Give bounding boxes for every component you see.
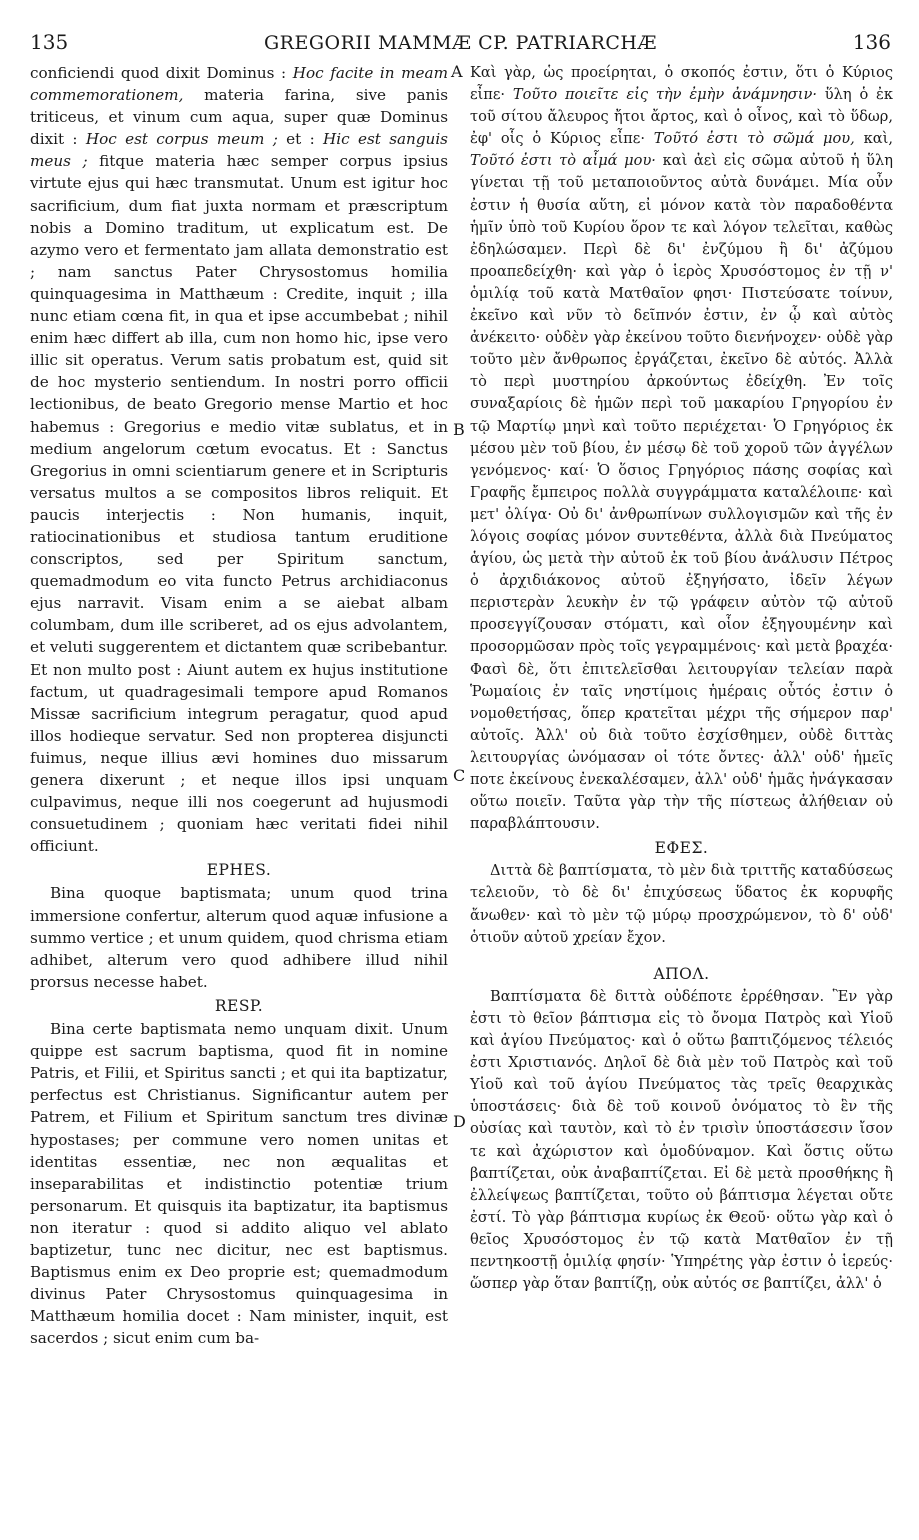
greek-paragraph-3: Βαπτίσματα δὲ διττὰ οὐδέποτε ἐρρέθησαν. Ἓν γὰρ ἐστι τὸ θεῖον βάπτισμα εἰς τὸ ὄνομα Πατρὸς καὶ Υἱοῦ καὶ ἁγίου Πνεύματος· καὶ ὁ οὕτω βαπτιζόμενος τέλειός ἐστι Χριστιανός. Δηλοῖ δὲ διὰ μὲν τοῦ Πατρὸς καὶ τοῦ Υἱοῦ καὶ τοῦ ἁγίου Πνεύματος τὰς τρεῖς θεαρχικὰς ὑποστάσεις· διὰ δὲ τοῦ κοινοῦ ὀνόματος τὸ ἓν τῆς οὐσίας καὶ ταυτὸν, καὶ τὸ ἐν τρισὶν ὑποστάσεσιν ἴσον τε καὶ ἀχώριστον καὶ ὁμοδύναμον. Καὶ ὅστις οὕτω βαπτίζεται, οὐκ ἀναβαπτίζεται. Εἰ δὲ μετὰ προσθήκης ἢ ἐλλείψεως βαπτίζεται, τοῦτο οὐ βάπτισμα λέγεται οὔτε ἐστί. Τὸ γὰρ βάπτισμα κυρίως ἐκ Θεοῦ· οὕτω γὰρ καὶ ὁ θεῖος Χρυσόστομος ἐν τῷ κατὰ Ματθαῖον ἐν τῇ πεντηκοστῇ ὁμιλίᾳ φησίν· Ὑπηρέτης γὰρ ἐστιν ὁ ἱερεύς· ὥσπερ γὰρ ὅταν βαπτίζῃ, οὐκ αὐτός σε βαπτίζει, ἀλλ' ὁ <box>470 987 893 1293</box>
greek-section-ephes <box>470 860 893 948</box>
latin-quote: Hic est sanguis meus ; <box>30 130 448 171</box>
right-page-number: 136 <box>852 30 891 54</box>
greek-quote: Τοῦτό ἐστι τὸ αἷμά μου· <box>470 152 656 170</box>
latin-paragraph-2: Bina quoque baptismata; unum quod trina immersione confertur, alterum quod aquæ infusione a summo vertice ; et unum quidem, quod chrisma etiam adhibet, alterum vero quod adhibere illud nihil prorsus necesse habet. <box>30 884 448 991</box>
latin-text: conficiendi quod dixit Dominus : <box>30 64 293 82</box>
latin-column <box>30 62 448 1349</box>
greek-text: ὕλη ὁ ἐκ τοῦ σίτου ἄλευρος ἤτοι ἄρτος, καὶ ὁ οἶνος, καὶ τὸ ὕδωρ, ἐφ' οἷς ὁ Κύριος εἶπε· <box>470 86 893 148</box>
latin-section-resp <box>30 1018 448 1349</box>
section-marker-c: C <box>453 766 466 785</box>
greek-column <box>470 62 893 1295</box>
greek-quote: Τοῦτό ἐστι τὸ σῶμά μου, <box>653 130 855 148</box>
greek-paragraph-1 <box>470 62 893 835</box>
greek-text: Καὶ γὰρ, ὡς προείρηται, ὁ σκοπός ἐστιν, ὅτι ὁ Κύριος εἶπε· <box>470 64 893 104</box>
latin-paragraph-3: Bina certe baptismata nemo unquam dixit. Unum quippe est sacrum baptisma, quod fit in nomine Patris, et Filii, et Spiritus sancti ; et qui ita baptizatur, perfectus est Christianus. Significantur autem per Patrem, et Filium et Spiritum sanctum tres divinæ hypostases; per commune vero nomen unitas et identitas essentiæ, nec non æqualitas et inseparabilitas et indistinctio potentiæ trium personarum. Et quisquis ita baptizatur, ita baptismus non iteratur : quod si addito aliquo vel ablato baptizetur, tunc nec dicitur, nec est baptismus. Baptismus enim ex Deo proprie est; quemadmodum divinus Pater Chrysostomus quinquagesima in Matthæum homilia docet : Nam minister, inquit, est sacerdos ; sicut enim cum ba- <box>30 1020 448 1348</box>
greek-paragraph-2: Διττὰ δὲ βαπτίσματα, τὸ μὲν διὰ τριττῆς καταδύσεως τελειοῦν, τὸ δὲ δι' ἐπιχύσεως ὕδατος ἐκ κορυφῆς ἄνωθεν· καὶ τὸ μὲν τῷ μύρῳ προσχρώμενον, τὸ δ' οὐδ' ὁτιοῦν αὐτοῦ χρείαν ἔχον. <box>470 862 893 946</box>
latin-section-main <box>30 62 448 857</box>
latin-text: materia farina, sive panis triticeus, et vinum cum aqua, super quæ Dominus dixit : <box>30 86 448 149</box>
page-header <box>30 30 891 60</box>
latin-section-ephes <box>30 882 448 992</box>
greek-section-main <box>470 62 893 835</box>
section-marker-a: A <box>451 62 463 81</box>
greek-heading-ephes: ΕΦΕΣ. <box>654 839 709 858</box>
greek-quote: Τοῦτο ποιεῖτε εἰς τὴν ἐμὴν ἀνάμνησιν· <box>512 86 817 104</box>
latin-paragraph-1 <box>30 62 448 857</box>
latin-text: fitque materia hæc semper corpus ipsius virtute ejus qui hæc transmutat. Unum est igitur hoc sacrificium, dum fiat juxta normam et præscriptum nobis a Domino traditum, ut explicatum est. De azymo vero et fermentato jam allata demonstratio est ; nam sanctus Pater Chrysostomus homilia quinquagesima in Matthæum : Credite, inquit ; illa nunc etiam cœna fit, in qua et ipse accumbebat ; nihil enim hæc differt ab illa, cum non homo hic, ipse vero illic sit operatus. Verum satis probatum est, quid sit de hoc mysterio sentiendum. In nostri porro officii lectionibus, de beato Gregorio mense Martio et hoc habemus : Gregorius e medio vitæ sublatus, et in medium angelorum cœtum evocatus. Et : Sanctus Gregorius in omni scientiarum genere et in Scripturis versatus multos a se compositos libros reliquit. Et paucis interjectis : Non humanis, inquit, ratiocinationibus et studiosa tantum eruditione conscriptos, sed per Spiritum sanctum, quemadmodum eo vita functo Petrus archidiaconus ejus narravit. Visam enim a se aiebat albam columbam, dum ille scriberet, ad os ejus advolantem, et veluti suggerentem et dictantem quæ scribebantur. Et non multo post : Aiunt autem ex hujus institutione factum, ut quadragesimali tempore apud Romanos Missæ sacrificium integrum peragatur, quod apud illos hodieque servatur. Sed non propterea disjuncti fuimus, neque illius ævi homines duo missarum genera dixerunt ; et neque illos ipsi unquam culpavimus, neque illi nos coegerunt ad hujusmodi consuetudinem ; quoniam hæc veritati fidei nihil officiunt. <box>30 152 448 856</box>
greek-section-apol <box>470 986 893 1295</box>
section-marker-d: D <box>453 1112 466 1131</box>
latin-quote: Hoc est corpus meum ; <box>85 130 278 149</box>
greek-heading-apol: ΑΠΟΛ. <box>653 964 710 983</box>
section-marker-b: B <box>453 420 465 439</box>
greek-text: καὶ, <box>854 130 893 148</box>
latin-heading-ephes: EPHES. <box>206 861 272 880</box>
latin-text: et : <box>277 130 324 149</box>
greek-text: καὶ ἀεὶ εἰς σῶμα αὐτοῦ ἡ ὕλη γίνεται τῇ τοῦ μεταποιοῦντος αὐτὰ δυνάμει. Μία οὖν ἐστιν ἡ θυσία αὕτη, εἰ μόνον κατὰ τὸν παραδοθέντα ἡμῖν ὑπὸ τοῦ Κυρίου ὅρον τε καὶ λόγον τελεῖται, καθὼς ἐδηλώσαμεν. Περὶ δὲ δι' ἐνζύμου ἢ δι' ἀζύμου προαπεδείχθη· καὶ γὰρ ὁ ἱερὸς Χρυσόστομος ἐν τῇ ν' ὁμιλίᾳ τοῦ κατὰ Ματθαῖον φησι· Πιστεύσατε τοίνυν, ἐκεῖνο καὶ νῦν τὸ δεῖπνόν ἐστιν, ἐν ᾧ καὶ αὐτὸς ἀνέκειτο· οὐδὲν γὰρ ἐκείνου τοῦτο διενήνοχεν· οὐδὲ γὰρ τοῦτο μὲν ἄνθρωπος ἐργάζεται, ἐκεῖνο δὲ αὐτός. Ἀλλὰ τὸ περὶ μυστηρίου ἀρκούντως ἐδείχθη. Ἐν τοῖς συναξαρίοις δὲ ἡμῶν περὶ τοῦ μακαρίου Γρηγορίου ἐν τῷ Μαρτίῳ μηνὶ καὶ τοῦτο περιέχεται· Ὁ Γρηγόριος ἐκ μέσου μὲν τοῦ βίου, ἐν μέσῳ δὲ τοῦ χοροῦ τῶν ἀγγέλων γενόμενος· καί· Ὁ ὅσιος Γρηγόριος πάσης σοφίας καὶ Γραφῆς ἔμπειρος πολλὰ συγγράμματα καταλέλοιπε· καὶ μετ' ὀλίγα· Οὐ δι' ἀνθρωπίνων συλλογισμῶν καὶ τῆς ἐν λόγοις σοφίας μόνον συντεθέντα, ἀλλὰ διὰ Πνεύματος ἁγίου, ὡς μετὰ τὴν αὐτοῦ ἐκ τοῦ βίου ἀνάλυσιν Πέτρος ὁ ἀρχιδιάκονος αὐτοῦ ἐξηγήσατο, ἰδεῖν λέγων περιστερὰν λευκὴν ἐν τῷ γράφειν αὐτὸν τῷ αὐτοῦ προσεγγίζουσαν στόματι, καὶ οἷον ἐξηγουμένην καὶ προσορμῶσαν πρὸς τοῖς γεγραμμένοις· καὶ μετὰ βραχέα· Φασὶ δὲ, ὅτι ἐπιτελεῖσθαι λειτουργίαν τελείαν παρὰ Ῥωμαίοις ἐν ταῖς νηστίμοις ἡμέραις οὗτός ἐστιν ὁ νομοθετήσας, ὅπερ κρατεῖται μέχρι τῆς σήμερον παρ' αὐτοῖς. Ἀλλ' οὐ διὰ τοῦτο ἐσχίσθημεν, οὐδὲ διττὰς λειτουργίας ὠνόμασαν οἱ τότε ὄντες· ἀλλ' οὐδ' ἡμεῖς ποτε ἐκείνους ἐνεκαλέσαμεν, ἀλλ' οὐδ' ἡμᾶς ἠνάγκασαν οὕτω ποιεῖν. Ταῦτα γὰρ τὴν τῆς πίστεως ἀλήθειαν οὐ παραβλάπτουσιν. <box>470 152 893 833</box>
running-title: GREGORII MAMMÆ CP. PATRIARCHÆ <box>263 32 657 54</box>
left-page-number: 135 <box>30 30 69 54</box>
latin-quote: Hoc facite in meam commemorationem, <box>30 64 448 105</box>
latin-heading-resp: RESP. <box>214 996 264 1015</box>
